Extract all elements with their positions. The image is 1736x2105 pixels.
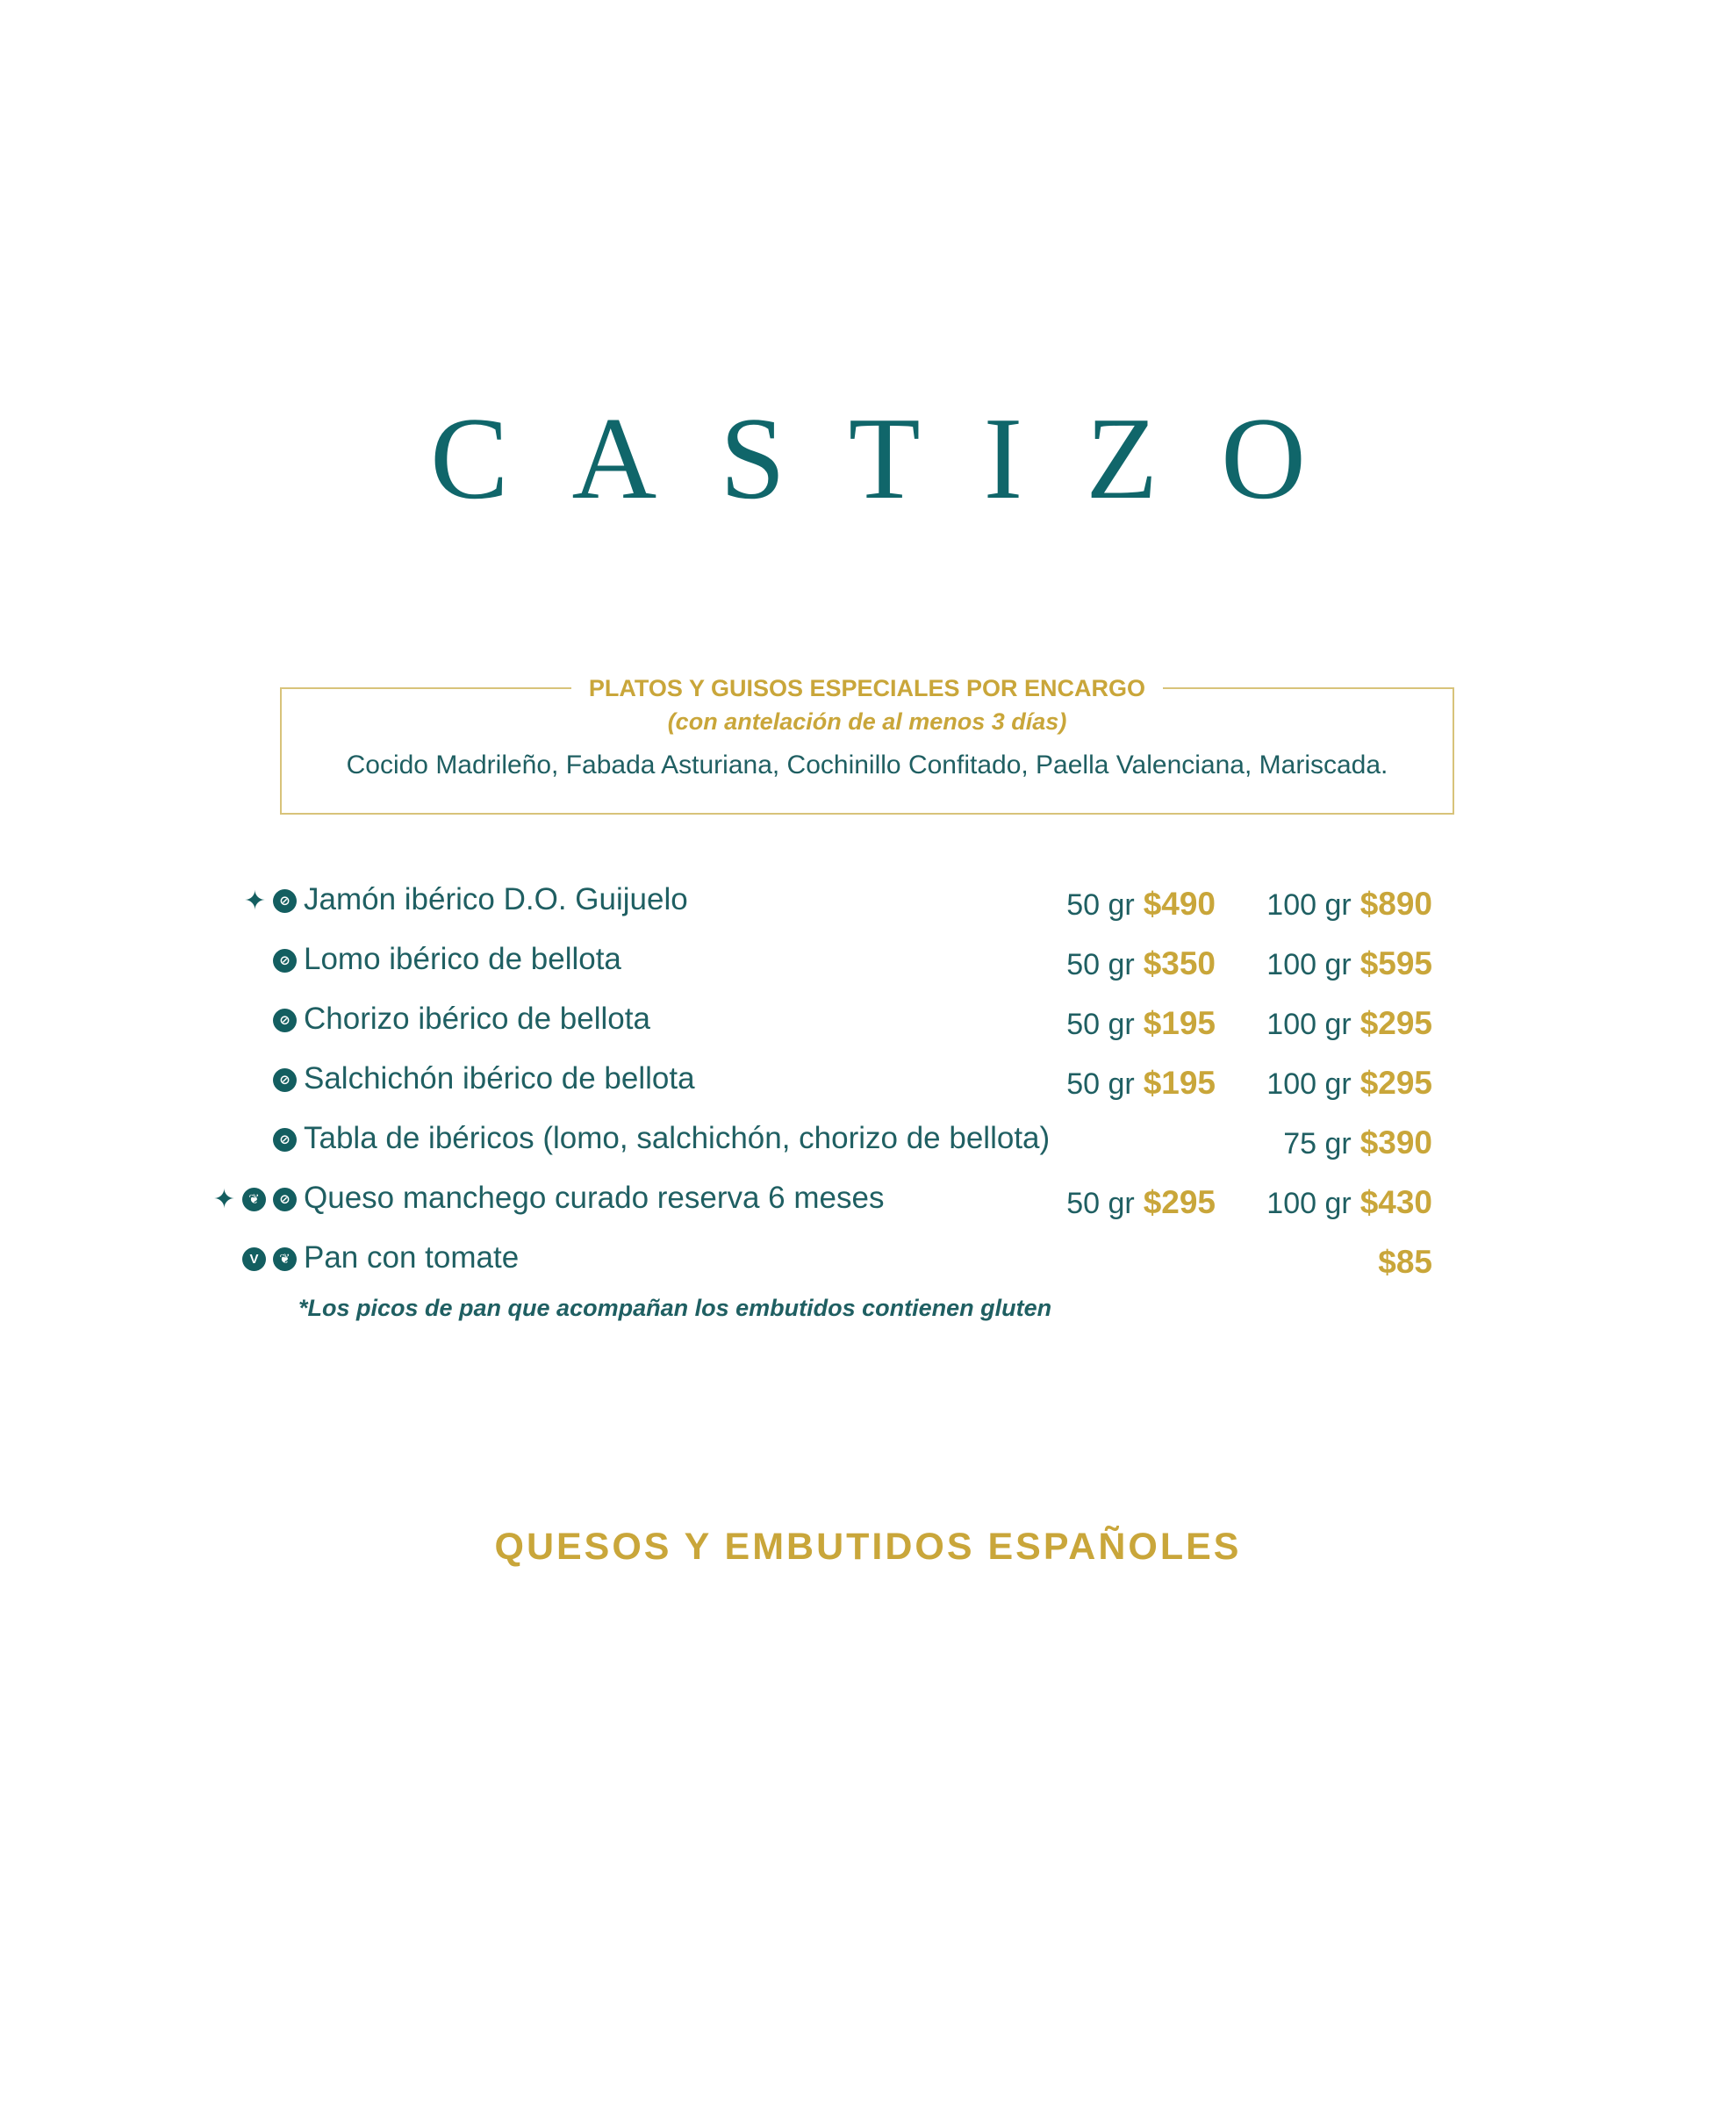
gluten-free-icon: ⊘ bbox=[273, 1068, 297, 1092]
special-dishes-title: PLATOS Y GUISOS ESPECIALES POR ENCARGO bbox=[282, 673, 1453, 703]
list-item bbox=[0, 1121, 1736, 1170]
list-item bbox=[0, 882, 1736, 931]
gluten-free-icon: ⊘ bbox=[273, 1128, 297, 1152]
price-small: 50 gr $350 bbox=[1066, 945, 1216, 981]
item-icons bbox=[242, 1247, 297, 1271]
item-icons bbox=[273, 1068, 297, 1092]
price-large: 100 gr $595 bbox=[1266, 945, 1432, 981]
price-large: 100 gr $430 bbox=[1266, 1184, 1432, 1220]
item-name: Salchichón ibérico de bellota bbox=[304, 1061, 695, 1096]
item-icons bbox=[273, 949, 297, 973]
list-item bbox=[0, 1002, 1736, 1051]
price-large: 100 gr $295 bbox=[1266, 1005, 1432, 1041]
item-name: Queso manchego curado reserva 6 meses bbox=[304, 1181, 885, 1215]
restaurant-logo-title: CASTIZO bbox=[430, 393, 1369, 523]
gluten-note: *Los picos de pan que acompañan los embutidos contienen gluten bbox=[298, 1295, 1052, 1321]
item-name: Chorizo ibérico de bellota bbox=[304, 1002, 650, 1036]
item-icons bbox=[273, 1009, 297, 1032]
vegetarian-icon: ❦ bbox=[273, 1247, 297, 1271]
item-icons bbox=[212, 1185, 297, 1214]
price-large: 100 gr $295 bbox=[1266, 1065, 1432, 1101]
price-large: 75 gr $390 bbox=[1283, 1124, 1432, 1160]
list-item bbox=[0, 942, 1736, 991]
section-title: QUESOS Y EMBUTIDOS ESPAÑOLES bbox=[494, 1526, 1242, 1568]
gluten-free-icon: ⊘ bbox=[273, 889, 297, 913]
special-dishes-box bbox=[280, 675, 1454, 815]
list-item bbox=[0, 1240, 1736, 1290]
price-large: 100 gr $890 bbox=[1266, 886, 1432, 922]
price-small: 50 gr $195 bbox=[1066, 1065, 1216, 1101]
gluten-free-icon: ⊘ bbox=[273, 1188, 297, 1211]
item-name: Jamón ibérico D.O. Guijuelo bbox=[304, 882, 688, 916]
item-name: Lomo ibérico de bellota bbox=[304, 942, 621, 976]
special-dishes-subtitle: (con antelación de al menos 3 días) bbox=[667, 708, 1067, 735]
price-small: 50 gr $295 bbox=[1066, 1184, 1216, 1220]
list-item bbox=[0, 1061, 1736, 1110]
price-large: $85 bbox=[1378, 1244, 1432, 1280]
sparkle-icon: ✦ bbox=[243, 887, 266, 916]
special-dishes-list: Cocido Madrileño, Fabada Asturiana, Cochinillo Confitado, Paella Valenciana, Mariscada. bbox=[346, 751, 1388, 779]
item-icons bbox=[273, 1128, 297, 1152]
item-name: Pan con tomate bbox=[304, 1240, 520, 1275]
item-icons bbox=[243, 887, 297, 916]
vegetarian-icon: ❦ bbox=[242, 1188, 266, 1211]
gluten-free-icon: ⊘ bbox=[273, 949, 297, 973]
vegan-icon: V bbox=[242, 1247, 266, 1271]
gluten-free-icon: ⊘ bbox=[273, 1009, 297, 1032]
list-item bbox=[0, 1181, 1736, 1230]
price-small: 50 gr $490 bbox=[1066, 886, 1216, 922]
sparkle-icon: ✦ bbox=[212, 1185, 235, 1214]
price-small: 50 gr $195 bbox=[1066, 1005, 1216, 1041]
item-name: Tabla de ibéricos (lomo, salchichón, chorizo de bellota) bbox=[304, 1121, 1051, 1155]
